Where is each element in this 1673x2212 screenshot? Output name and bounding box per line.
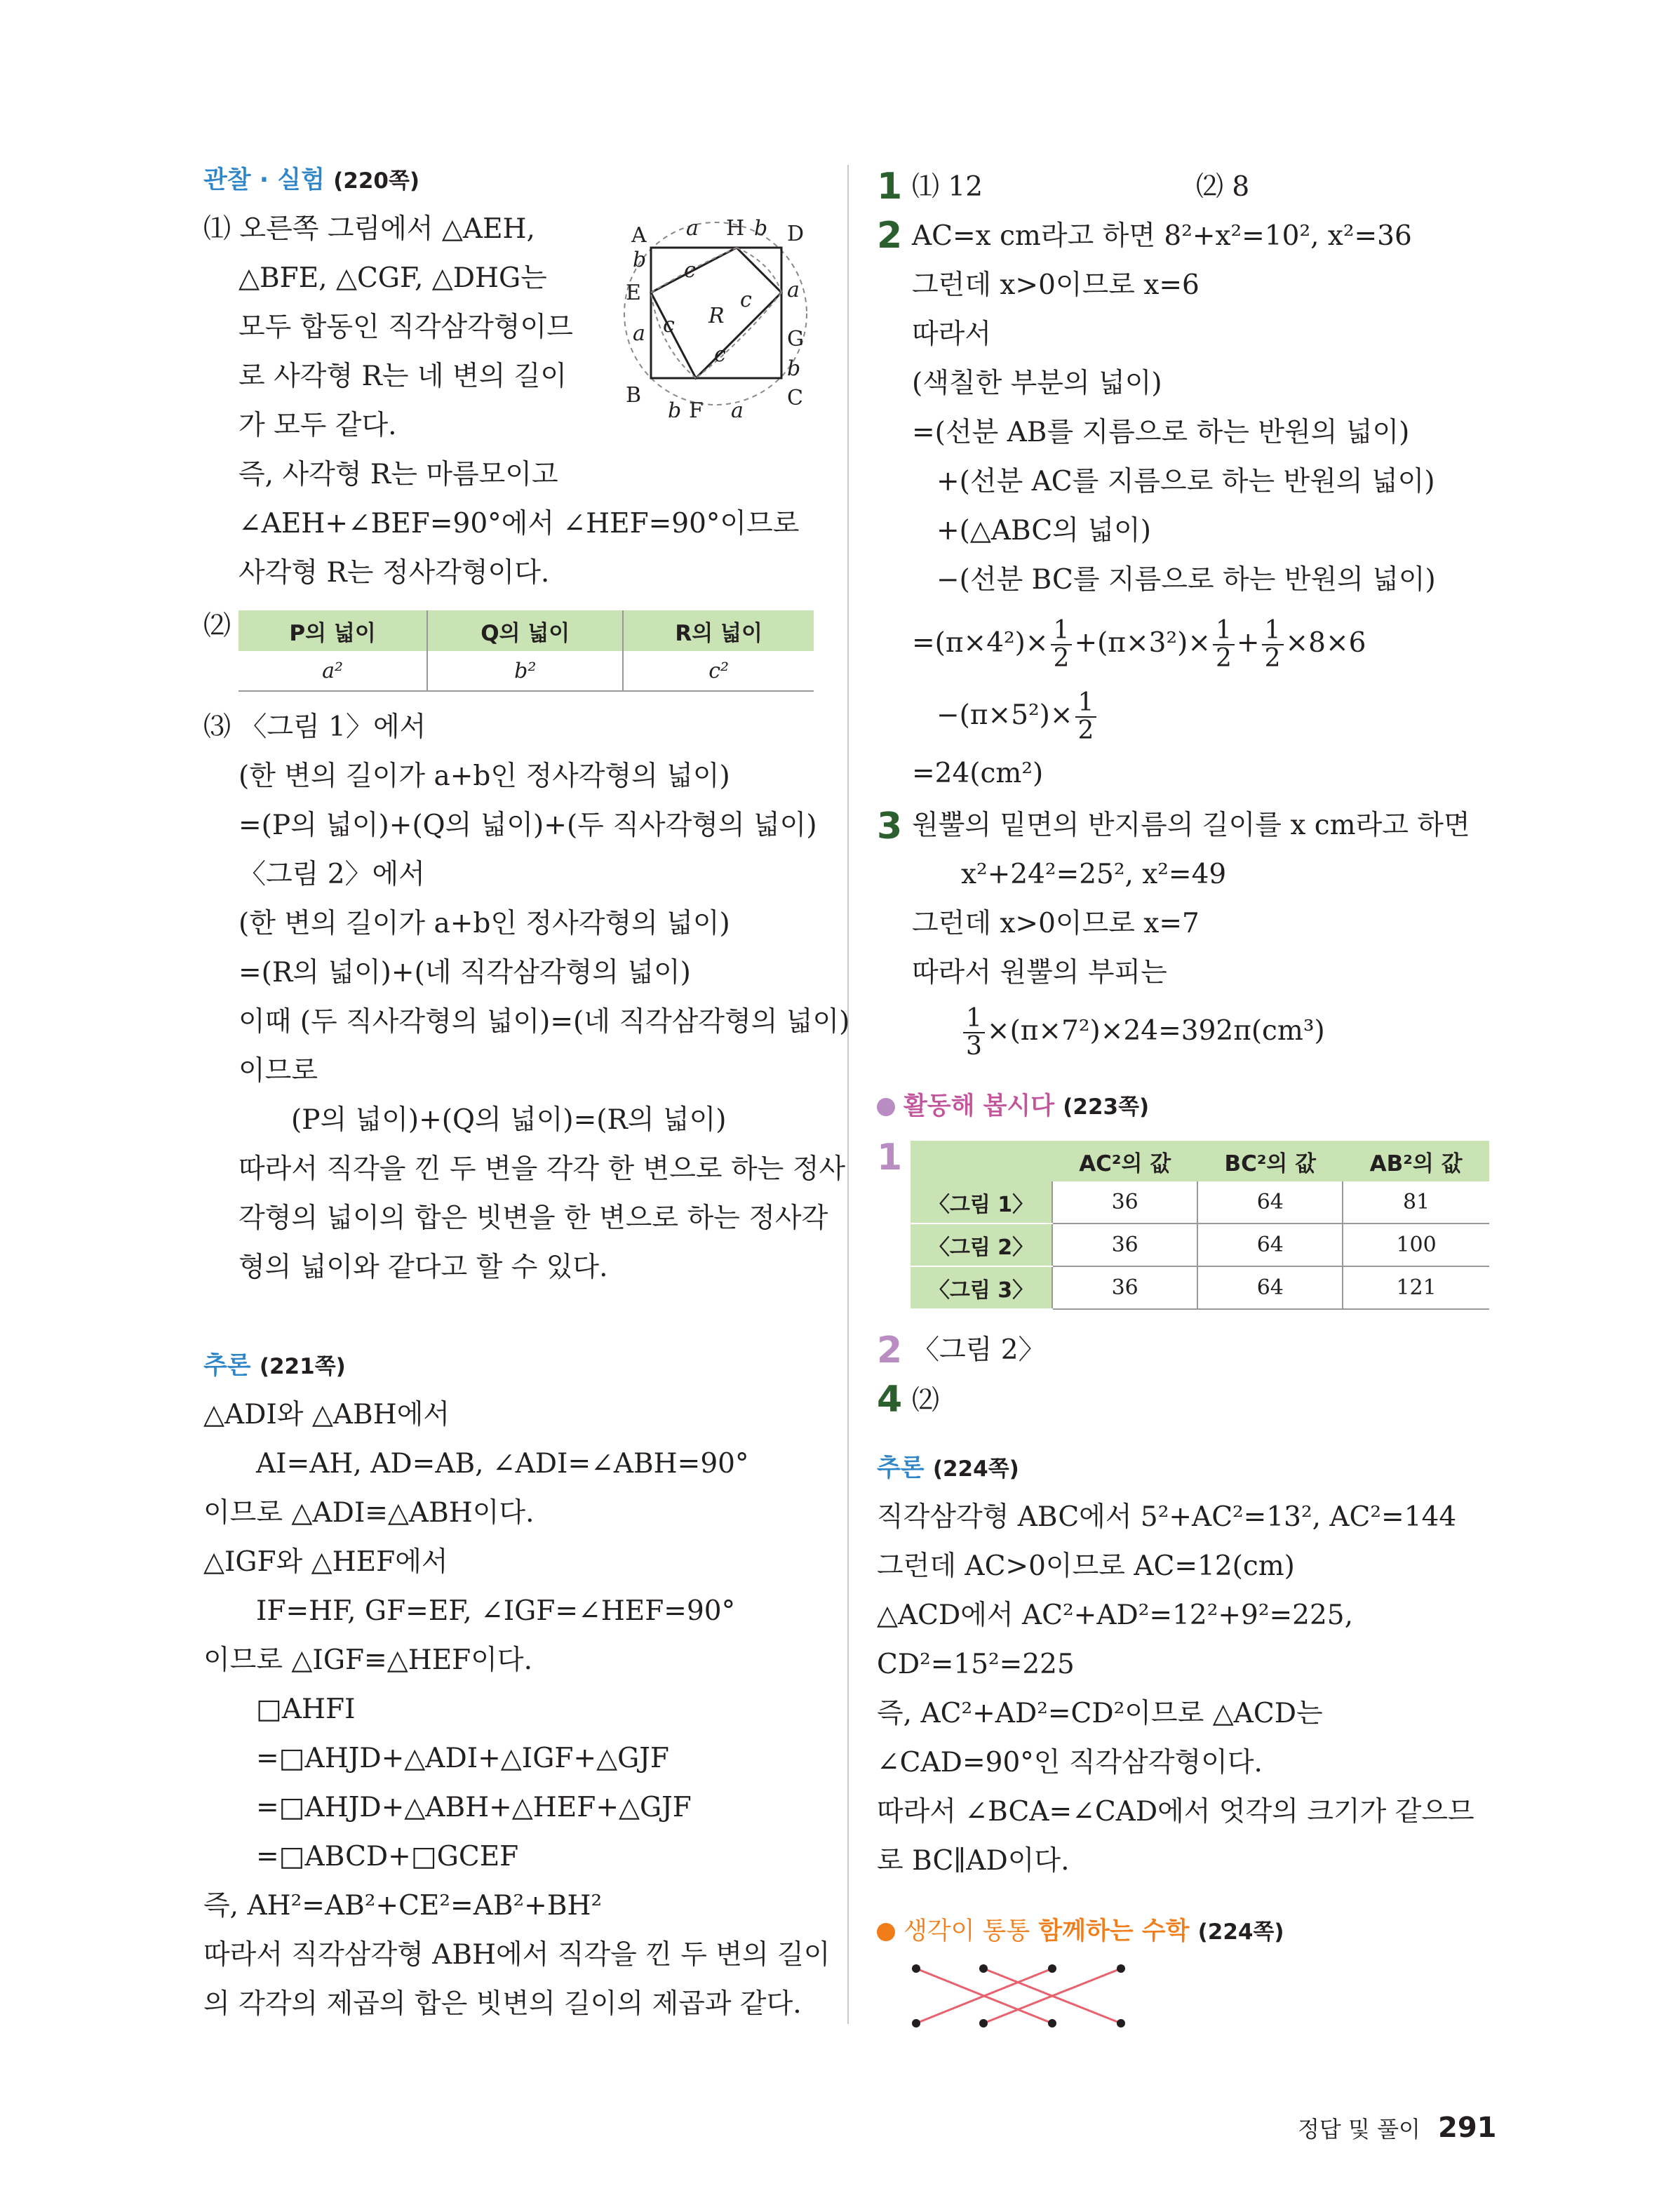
square-diagram <box>603 207 828 417</box>
table-cell: 81 <box>1343 1181 1489 1224</box>
formula-line <box>912 612 1366 675</box>
section-title: 관찰 · 실험 <box>203 166 325 194</box>
text-line: AC=x cm라고 하면 8²+x²=10², x²=36 <box>912 220 1412 252</box>
diagram-label: a <box>731 398 744 417</box>
diagram-label: c <box>684 258 696 283</box>
text-line: 그런데 AC>0이므로 AC=12(cm) <box>877 1550 1295 1582</box>
answer-number: 1 <box>877 166 903 208</box>
text-line: =□AHJD+△ADI+△IGF+△GJF <box>256 1743 669 1774</box>
fraction: $\frac{1}{3}$ <box>963 1005 985 1060</box>
text-line: =□AHJD+△ABH+△HEF+△GJF <box>256 1792 692 1823</box>
section-page-ref: (221쪽) <box>259 1354 346 1379</box>
table-corner <box>911 1141 1052 1181</box>
text-line: AI=AH, AD=AB, ∠ADI=∠ABH=90° <box>256 1448 749 1480</box>
text-line: ⑵ 8 <box>1196 171 1250 203</box>
section-reasoning-224 <box>877 1451 1019 1487</box>
text-line: 가 모두 같다. <box>238 410 397 441</box>
diagram-label: c <box>663 313 675 337</box>
table-header: Q의 넓이 <box>427 610 623 651</box>
table-cell: 36 <box>1052 1266 1197 1309</box>
formula-part: ×(π×7²)×24=392π(cm³) <box>986 1015 1325 1047</box>
text-line: 사각형 R는 정사각형이다. <box>238 557 550 589</box>
match-dot[interactable] <box>912 2019 920 2027</box>
diagram-label: a <box>787 278 800 302</box>
match-dot[interactable] <box>979 2019 988 2027</box>
answer-number: 2 <box>877 215 903 257</box>
diagram-label: G <box>787 327 804 351</box>
text-line: 그런데 x>0이므로 x=7 <box>912 908 1200 939</box>
text-line: (P의 넓이)+(Q의 넓이)=(R의 넓이) <box>291 1104 727 1136</box>
section-title: 추론 <box>877 1454 925 1482</box>
text-line: 직각삼각형 ABC에서 5²+AC²=13², AC²=144 <box>877 1501 1457 1533</box>
text-line: (한 변의 길이가 a+b인 정사각형의 넓이) <box>238 760 730 792</box>
match-dot[interactable] <box>1117 2019 1125 2027</box>
text-line: ⑶ 〈그림 1〉에서 <box>203 711 426 743</box>
diagram-label: H <box>726 216 745 241</box>
table-cell: 36 <box>1052 1181 1197 1224</box>
section-title: 추론 <box>203 1352 251 1380</box>
text-line: 따라서 직각을 낀 두 변을 각각 한 변으로 하는 정사 <box>238 1153 846 1185</box>
matching-lines-diagram <box>905 1957 1143 2035</box>
text-line: 따라서 원뿔의 부피는 <box>912 957 1167 988</box>
answer-number: 2 <box>877 1329 903 1372</box>
text-line: 의 각각의 제곱의 합은 빗변의 길이의 제곱과 같다. <box>203 1988 802 2020</box>
text-line: 모두 합동인 직각삼각형이므 <box>238 311 573 343</box>
diagram-label: c <box>714 342 726 367</box>
section-title: 활동해 봅시다 <box>903 1092 1055 1120</box>
section-observe-experiment <box>203 163 419 199</box>
diagram-label: b <box>668 398 682 417</box>
column-divider <box>847 165 849 2024</box>
text-line: ⑴ 오른쪽 그림에서 △AEH, <box>203 213 535 245</box>
answer-number: 1 <box>877 1137 903 1179</box>
text-line: 각형의 넓이의 합은 빗변을 한 변으로 하는 정사각 <box>238 1202 828 1234</box>
formula-part: + <box>1236 627 1260 659</box>
formula-line <box>936 684 1098 747</box>
row-header: 〈그림 3〉 <box>911 1266 1052 1309</box>
text-line: 따라서 <box>912 319 992 350</box>
table-header: R의 넓이 <box>623 610 814 651</box>
row-header: 〈그림 2〉 <box>911 1224 1052 1266</box>
bullet-icon <box>877 1923 895 1941</box>
text-line: 〈그림 2〉 <box>912 1334 1046 1366</box>
text-line: ⑴ 12 <box>912 171 983 203</box>
diagram-label: B <box>626 383 642 408</box>
text-line: =(P의 넓이)+(Q의 넓이)+(두 직사각형의 넓이) <box>238 810 817 841</box>
text-line: 이므로 △ADI≡△ABH이다. <box>203 1497 535 1529</box>
diagram-label: c <box>740 288 752 312</box>
section-title: 생각이 통통 <box>903 1917 1030 1945</box>
text-line: 따라서 직각삼각형 ABH에서 직각을 낀 두 변의 길이 <box>203 1939 831 1971</box>
text-line: =(R의 넓이)+(네 직각삼각형의 넓이) <box>238 957 691 988</box>
text-line: 이때 (두 직사각형의 넓이)=(네 직각삼각형의 넓이) <box>238 1006 850 1038</box>
formula-part: −(π×5²)× <box>936 699 1073 731</box>
text-line: 즉, AC²+AD²=CD²이므로 △ACD는 <box>877 1698 1323 1729</box>
text-line: △ADI와 △ABH에서 <box>203 1399 450 1430</box>
table-cell: 64 <box>1197 1181 1343 1224</box>
text-line: 따라서 ∠BCA=∠CAD에서 엇각의 크기가 같으므 <box>877 1796 1474 1828</box>
table-cell: b² <box>427 651 623 691</box>
text-line: =24(cm²) <box>912 758 1044 789</box>
text-line: CD²=15²=225 <box>877 1649 1075 1680</box>
diagram-label: A <box>631 223 647 248</box>
text-line: =□ABCD+□GCEF <box>256 1841 519 1872</box>
table-cell: 36 <box>1052 1224 1197 1266</box>
diagram-label: b <box>787 356 801 381</box>
text-line: □AHFI <box>256 1694 356 1725</box>
bullet-icon <box>877 1098 895 1116</box>
fraction: $\frac{1}{2}$ <box>1051 617 1073 672</box>
fraction: $\frac{1}{2}$ <box>1262 617 1284 672</box>
fraction: $\frac{1}{2}$ <box>1213 617 1235 672</box>
table-cell: 100 <box>1343 1224 1489 1266</box>
table-header: BC²의 값 <box>1197 1141 1343 1181</box>
match-dot[interactable] <box>1117 1964 1125 1973</box>
text-line: +(선분 AC를 지름으로 하는 반원의 넓이) <box>936 466 1435 497</box>
table-header: AC²의 값 <box>1052 1141 1197 1181</box>
table-cell: 64 <box>1197 1224 1343 1266</box>
text-line: △BFE, △CGF, △DHG는 <box>238 262 547 294</box>
text-line: 로 BC∥AD이다. <box>877 1845 1070 1877</box>
text-line: −(선분 BC를 지름으로 하는 반원의 넓이) <box>936 564 1436 596</box>
table-cell: c² <box>623 651 814 691</box>
text-line: ∠CAD=90°인 직각삼각형이다. <box>877 1747 1263 1778</box>
match-dot[interactable] <box>1048 1964 1056 1973</box>
text-line: IF=HF, GF=EF, ∠IGF=∠HEF=90° <box>256 1595 736 1627</box>
fraction: $\frac{1}{2}$ <box>1075 690 1097 744</box>
formula-part: ×8×6 <box>1285 627 1366 659</box>
match-dot[interactable] <box>979 1964 988 1973</box>
diagram-label: a <box>686 216 699 241</box>
diagram-label: C <box>787 386 803 410</box>
text-line: (색칠한 부분의 넓이) <box>912 368 1162 399</box>
table-cell: 121 <box>1343 1266 1489 1309</box>
text-line: ⑵ <box>912 1385 940 1416</box>
page-number: 291 <box>1438 2112 1497 2144</box>
section-page-ref: (223쪽) <box>1063 1094 1150 1120</box>
match-dot[interactable] <box>912 1964 920 1973</box>
table-cell: a² <box>238 651 427 691</box>
section-thinking-math <box>877 1914 1284 1950</box>
text-line: 이므로 △IGF≡△HEF이다. <box>203 1644 532 1676</box>
diagram-label: E <box>626 281 641 305</box>
diagram-label: F <box>689 398 704 417</box>
table-header: P의 넓이 <box>238 610 427 651</box>
text-line: 이므로 <box>238 1055 318 1087</box>
answer-number: 3 <box>877 805 903 847</box>
diagram-label: b <box>754 216 768 241</box>
table-cell: 64 <box>1197 1266 1343 1309</box>
text-line: 〈그림 2〉에서 <box>238 859 425 890</box>
page-footer <box>1298 2112 1497 2144</box>
match-dot[interactable] <box>1048 2019 1056 2027</box>
diagram-label: b <box>633 248 647 272</box>
area-table <box>238 610 814 692</box>
section-page-ref: (220쪽) <box>333 168 420 194</box>
text-line: △IGF와 △HEF에서 <box>203 1546 448 1578</box>
diagram-label: a <box>633 321 645 346</box>
diagram-label: D <box>787 222 805 246</box>
square-values-table <box>911 1141 1489 1310</box>
text-line: (한 변의 길이가 a+b인 정사각형의 넓이) <box>238 908 730 939</box>
text-line: 그런데 x>0이므로 x=6 <box>912 269 1200 301</box>
text-line: 즉, 사각형 R는 마름모이고 <box>238 459 558 490</box>
footer-label: 정답 및 풀이 <box>1298 2116 1420 2143</box>
diagram-label: R <box>708 304 725 328</box>
section-activity <box>877 1089 1149 1125</box>
answer-number: 4 <box>877 1379 903 1421</box>
text-line: +(△ABC의 넓이) <box>936 515 1151 547</box>
text-line: 로 사각형 R는 네 변의 길이 <box>238 361 567 392</box>
text-line: △ACD에서 AC²+AD²=12²+9²=225, <box>877 1600 1353 1631</box>
section-title: 함께하는 수학 <box>1038 1917 1190 1945</box>
text-line: 즉, AH²=AB²+CE²=AB²+BH² <box>203 1890 603 1922</box>
text-line: x²+24²=25², x²=49 <box>961 859 1227 890</box>
text-line: =(선분 AB를 지름으로 하는 반원의 넓이) <box>912 417 1410 448</box>
text-line: ∠AEH+∠BEF=90°에서 ∠HEF=90°이므로 <box>238 508 800 539</box>
formula-part: +(π×3²)× <box>1074 627 1211 659</box>
section-page-ref: (224쪽) <box>1197 1919 1284 1945</box>
row-header: 〈그림 1〉 <box>911 1181 1052 1224</box>
text-line: ⑵ <box>203 610 231 642</box>
table-header: AB²의 값 <box>1343 1141 1489 1181</box>
formula-line <box>961 1000 1325 1063</box>
text-line: 형의 넓이와 같다고 할 수 있다. <box>238 1252 608 1283</box>
formula-part: =(π×4²)× <box>912 627 1049 659</box>
section-page-ref: (224쪽) <box>932 1456 1019 1482</box>
section-reasoning-221 <box>203 1348 346 1384</box>
text-line: 원뿔의 밑면의 반지름의 길이를 x cm라고 하면 <box>912 810 1470 841</box>
